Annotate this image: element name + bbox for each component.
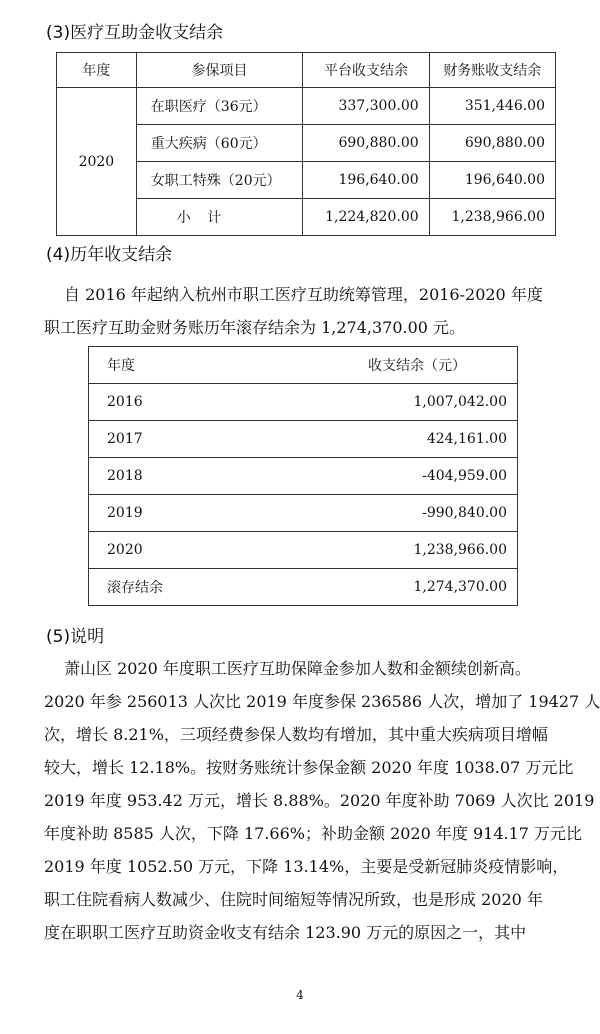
year-cell: 2016 bbox=[89, 384, 278, 421]
total-balance: 1,274,370.00 bbox=[277, 569, 518, 606]
finance-subtotal: 1,238,966.00 bbox=[429, 199, 555, 236]
header-year: 年度 bbox=[57, 53, 137, 88]
yearly-balance-table bbox=[88, 346, 518, 606]
paragraph-line: 较大，增长 12.18%。按财务账统计参保金额 2020 年度 1038.07 万元比 bbox=[44, 758, 574, 777]
section-5-heading: (5)说明 bbox=[46, 627, 105, 647]
paragraph-line: 职工住院看病人数减少、住院时间缩短等情况所致，也是形成 2020 年 bbox=[44, 890, 543, 909]
total-row bbox=[89, 569, 518, 606]
table-header-row bbox=[89, 347, 518, 384]
paragraph-line: 2019 年度 1052.50 万元，下降 13.14%，主要是受新冠肺炎疫情影响， bbox=[44, 857, 569, 876]
year-cell: 2020 bbox=[89, 532, 278, 569]
section-5-paragraph bbox=[44, 652, 600, 949]
header-item: 参保项目 bbox=[136, 53, 303, 88]
platform-subtotal: 1,224,820.00 bbox=[303, 199, 429, 236]
balance-cell: 424,161.00 bbox=[277, 421, 518, 458]
header-year: 年度 bbox=[89, 347, 278, 384]
year-cell: 2020 bbox=[57, 88, 137, 236]
paragraph-line: 职工医疗互助金财务账历年滚存结余为 1,274,370.00 元。 bbox=[44, 318, 466, 337]
table-row bbox=[89, 421, 518, 458]
total-label: 滚存结余 bbox=[89, 569, 278, 606]
balance-cell: -990,840.00 bbox=[277, 495, 518, 532]
item-cell: 重大疾病（60元） bbox=[136, 125, 303, 162]
paragraph-line: 2020 年参 256013 人次比 2019 年度参保 236586 人次，增加了 19427 人 bbox=[44, 692, 600, 711]
item-cell: 在职医疗（36元） bbox=[136, 88, 303, 125]
table-row bbox=[89, 458, 518, 495]
platform-cell: 337,300.00 bbox=[303, 88, 429, 125]
section-3-heading: (3)医疗互助金收支结余 bbox=[46, 23, 224, 43]
balance-cell: -404,959.00 bbox=[277, 458, 518, 495]
platform-cell: 690,880.00 bbox=[303, 125, 429, 162]
section-4-heading: (4)历年收支结余 bbox=[46, 245, 173, 265]
paragraph-line: 年度补助 8585 人次，下降 17.66%；补助金额 2020 年度 914.17 万元比 bbox=[44, 824, 583, 843]
paragraph-line: 次，增长 8.21%，三项经费参保人数均有增加，其中重大疾病项目增幅 bbox=[44, 725, 548, 744]
page-number: 4 bbox=[296, 988, 304, 1002]
table-row bbox=[89, 532, 518, 569]
header-platform: 平台收支结余 bbox=[303, 53, 429, 88]
year-cell: 2017 bbox=[89, 421, 278, 458]
header-balance: 收支结余（元） bbox=[277, 347, 518, 384]
header-finance: 财务账收支结余 bbox=[429, 53, 555, 88]
paragraph-line: 自 2016 年起纳入杭州市职工医疗互助统筹管理，2016-2020 年度 bbox=[64, 285, 543, 304]
paragraph-line: 2019 年度 953.42 万元，增长 8.88%。2020 年度补助 7069 人次比 2019 bbox=[44, 791, 595, 810]
table-header-row bbox=[57, 53, 556, 88]
subtotal-label: 小 计 bbox=[136, 199, 303, 236]
table-row bbox=[57, 88, 556, 125]
table-row bbox=[89, 384, 518, 421]
finance-cell: 690,880.00 bbox=[429, 125, 555, 162]
balance-cell: 1,007,042.00 bbox=[277, 384, 518, 421]
table-row bbox=[89, 495, 518, 532]
finance-cell: 351,446.00 bbox=[429, 88, 555, 125]
year-cell: 2019 bbox=[89, 495, 278, 532]
section-4-paragraph bbox=[44, 278, 564, 344]
paragraph-line: 萧山区 2020 年度职工医疗互助保障金参加人数和金额续创新高。 bbox=[64, 659, 531, 678]
platform-cell: 196,640.00 bbox=[303, 162, 429, 199]
paragraph-line: 度在职职工医疗互助资金收支有结余 123.90 万元的原因之一，其中 bbox=[44, 923, 527, 942]
year-cell: 2018 bbox=[89, 458, 278, 495]
balance-cell: 1,238,966.00 bbox=[277, 532, 518, 569]
finance-cell: 196,640.00 bbox=[429, 162, 555, 199]
mutual-aid-balance-table bbox=[56, 52, 556, 236]
item-cell: 女职工特殊（20元） bbox=[136, 162, 303, 199]
